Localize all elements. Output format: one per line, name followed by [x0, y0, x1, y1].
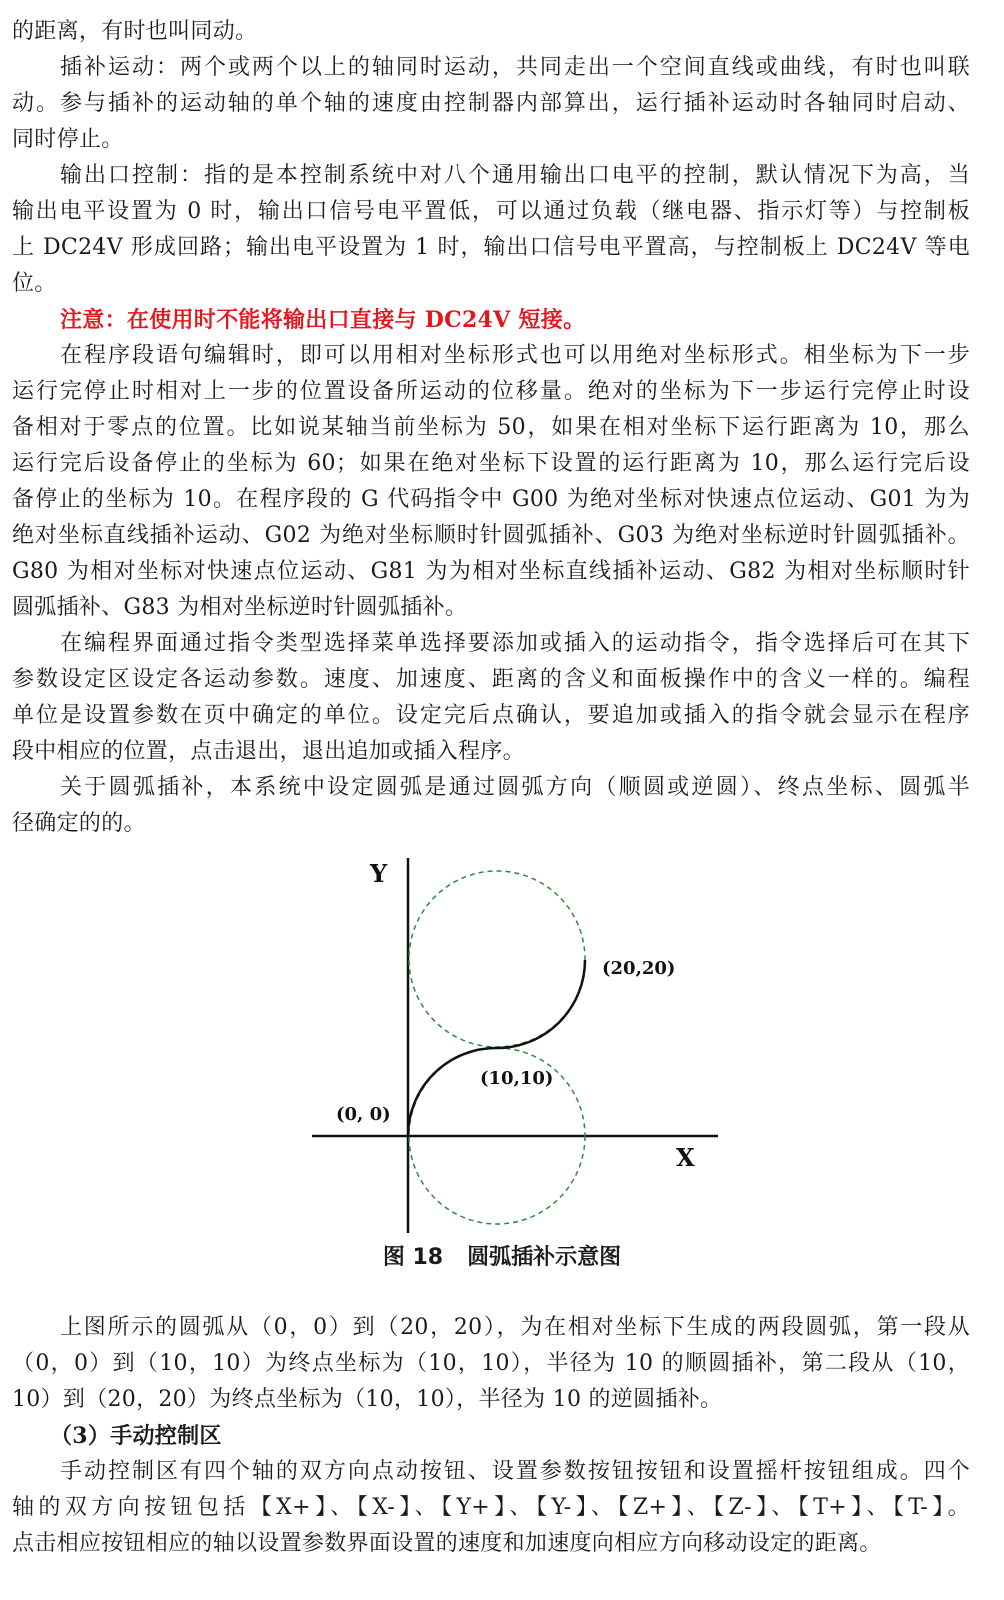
paragraph-line: （0，0）到（10，10）为终点坐标为（10，10），半径为 10 的顺圆插补，第二段从（10， — [12, 1351, 970, 1376]
y-axis-label: Y — [370, 859, 388, 888]
point-label-origin: (0, 0) — [336, 1104, 391, 1125]
paragraph-line: 同时停止。 — [12, 127, 124, 152]
figure-caption — [0, 1240, 1004, 1276]
paragraph-line: 上图所示的圆弧从（0，0）到（20，20），为在相对坐标下生成的两段圆弧，第一段从 — [60, 1315, 970, 1340]
point-label-mid: (10,10) — [480, 1068, 554, 1089]
paragraph-line: 轴的双方向按钮包括【X+】、【X-】、【Y+】、【Y-】、【Z+】、【Z-】、【T+】、【T-】。 — [12, 1495, 970, 1520]
arc-interpolation-diagram — [300, 848, 740, 1248]
paragraph-line: 绝对坐标直线插补运动、G02 为绝对坐标顺时针圆弧插补、G03 为绝对坐标逆时针圆弧插补。 — [12, 523, 970, 548]
upper-dashed-circle — [409, 871, 585, 1047]
paragraph-line: 手动控制区有四个轴的双方向点动按钮、设置参数按钮按钮和设置摇杆按钮组成。四个 — [60, 1459, 970, 1484]
paragraph-line: 的距离，有时也叫同动。 — [12, 19, 258, 44]
paragraph-line: 点击相应按钮相应的轴以设置参数界面设置的速度和加速度向相应方向移动设定的距离。 — [12, 1531, 882, 1556]
paragraph-line: 在程序段语句编辑时，即可以用相对坐标形式也可以用绝对坐标形式。相坐标为下一步 — [60, 343, 970, 368]
paragraph-line: 10）到（20，20）为终点坐标为（10，10），半径为 10 的逆圆插补。 — [12, 1387, 723, 1412]
paragraph-line: 动。参与插补的运动轴的单个轴的速度由控制器内部算出，运行插补运动时各轴同时启动、 — [12, 91, 970, 116]
paragraph-line: 输出口控制：指的是本控制系统中对八个通用输出口电平的控制，默认情况下为高，当 — [60, 163, 970, 188]
section-heading: （3）手动控制区 — [50, 1423, 222, 1449]
paragraph-line: 关于圆弧插补，本系统中设定圆弧是通过圆弧方向（顺圆或逆圆）、终点坐标、圆弧半 — [60, 775, 970, 800]
paragraph-line: 备相对于零点的位置。比如说某轴当前坐标为 50，如果在相对坐标下运行距离为 10，那么 — [12, 415, 970, 440]
x-axis-label: X — [676, 1143, 695, 1172]
caption-number: 图 18 — [382, 1245, 444, 1270]
paragraph-line: 备停止的坐标为 10。在程序段的 G 代码指令中 G00 为绝对坐标对快速点位运动、G01 为为 — [12, 487, 970, 512]
paragraph-line: 位。 — [12, 271, 57, 296]
paragraph-line: 输出电平设置为 0 时，输出口信号电平置低，可以通过负载（继电器、指示灯等）与控制板 — [12, 199, 970, 224]
caption-title: 圆弧插补示意图 — [467, 1245, 622, 1270]
paragraph-line: 段中相应的位置，点击退出，退出追加或插入程序。 — [12, 739, 525, 764]
clockwise-arc — [408, 1048, 496, 1136]
paragraph-line: 运行完停止时相对上一步的位置设备所运动的位移量。绝对的坐标为下一步运行完停止时设 — [12, 379, 970, 404]
paragraph-line: 运行完后设备停止的坐标为 60；如果在绝对坐标下设置的运行距离为 10，那么运行完后设 — [12, 451, 970, 476]
paragraph-line: 参数设定区设定各运动参数。速度、加速度、距离的含义和面板操作中的含义一样的。编程 — [12, 667, 970, 692]
paragraph-line: 上 DC24V 形成回路；输出电平设置为 1 时，输出口信号电平置高，与控制板上 DC24V 等电 — [12, 235, 970, 260]
paragraph-line: 圆弧插补、G83 为相对坐标逆时针圆弧插补。 — [12, 595, 468, 620]
paragraph-line: G80 为相对坐标对快速点位运动、G81 为为相对坐标直线插补运动、G82 为相对坐标顺时针 — [12, 559, 970, 584]
paragraph-line: 插补运动：两个或两个以上的轴同时运动，共同走出一个空间直线或曲线，有时也叫联 — [60, 55, 970, 80]
warning-note: 注意：在使用时不能将输出口直接与 DC24V 短接。 — [60, 307, 586, 333]
paragraph-line: 径确定的的。 — [12, 811, 146, 836]
point-label-end: (20,20) — [602, 958, 676, 979]
paragraph-line: 单位是设置参数在页中确定的单位。设定完后点确认，要追加或插入的指令就会显示在程序 — [12, 703, 970, 728]
paragraph-line: 在编程界面通过指令类型选择菜单选择要添加或插入的运动指令，指令选择后可在其下 — [60, 631, 970, 656]
